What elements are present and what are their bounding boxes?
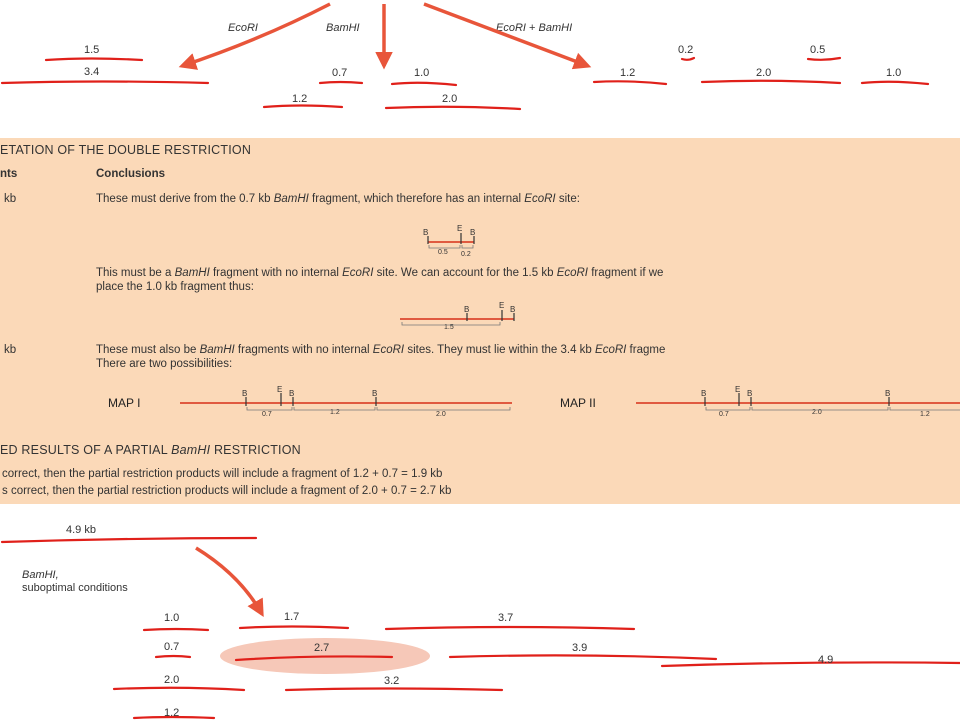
segment-label: 2.0 [812, 409, 822, 416]
column-header-fragments: nts [0, 168, 18, 180]
segment-label: 0.5 [438, 249, 448, 256]
band-2-0 [114, 688, 244, 690]
site-b: B [470, 228, 476, 237]
site-b: B [510, 305, 516, 314]
bamhi-label: BamHI [326, 22, 360, 34]
segment-label: 1.2 [920, 411, 930, 418]
band-label-double-1: 0.2 [678, 44, 694, 56]
site-e: E [735, 385, 741, 394]
band-label-double-3: 1.2 [620, 67, 636, 79]
band-4-9 [662, 662, 960, 666]
band-3-9 [450, 655, 716, 659]
row3-conclusion: These must also be BamHI fragments with no internal EcoRI sites. They must lie within the 3.4 kb EcoRI fragme [96, 344, 666, 356]
band-1-7 [240, 627, 348, 629]
segment-label: 0.2 [461, 251, 471, 258]
band-label-bamhi-2: 1.0 [414, 67, 430, 79]
ecori-label: EcoRI [228, 22, 258, 34]
band-label: 3.7 [498, 612, 514, 624]
band-3-2 [286, 689, 502, 691]
segment-label: 2.0 [436, 411, 446, 418]
band-label-highlighted: 2.7 [314, 642, 330, 654]
band-0-7 [156, 656, 190, 657]
segment-label: 1.2 [330, 409, 340, 416]
band-uncut [2, 538, 256, 542]
site-b: B [747, 389, 753, 398]
band-label: 1.0 [164, 612, 180, 624]
band-label-bamhi-1: 0.7 [332, 67, 348, 79]
condition-text: suboptimal conditions [22, 582, 128, 594]
band-label: 3.2 [384, 675, 400, 687]
site-e: E [277, 385, 283, 394]
double-digest-label: EcoRI + BamHI [496, 22, 573, 34]
row1-conclusion: These must derive from the 0.7 kb BamHI fragment, which therefore has an internal EcoRI site: [96, 193, 580, 205]
row2-conclusion: This must be a BamHI fragment with no internal EcoRI site. We can account for the 1.5 kb EcoRI fragment if we [96, 267, 664, 279]
site-b: B [242, 389, 248, 398]
condition-enzyme: BamHI, [22, 569, 59, 581]
map-2-title: MAP II [560, 396, 596, 410]
uncut-label: 4.9 kb [66, 524, 96, 536]
segment-label: 0.7 [719, 411, 729, 418]
column-header-conclusions: Conclusions [96, 168, 166, 180]
band-label-ecori-1: 1.5 [84, 44, 100, 56]
row3-conclusion-line2: There are two possibilities: [96, 358, 233, 370]
site-b: B [885, 389, 891, 398]
band-1-0 [144, 629, 208, 630]
row2-conclusion-line2: place the 1.0 kb fragment thus: [96, 281, 254, 293]
band-label-double-2: 0.5 [810, 44, 826, 56]
band-label-bamhi-3: 1.2 [292, 93, 308, 105]
band-label: 1.7 [284, 611, 300, 623]
site-b: B [423, 228, 429, 237]
row3-fragment: kb [4, 344, 17, 356]
site-e: E [457, 224, 463, 233]
site-e: E [499, 301, 505, 310]
band-label-bamhi-4: 2.0 [442, 93, 458, 105]
segment-label: 0.7 [262, 411, 272, 418]
site-b: B [372, 389, 378, 398]
arrow-partial [196, 548, 262, 614]
row1-fragment: kb [4, 193, 17, 205]
band-label-double-4: 2.0 [756, 67, 772, 79]
site-b: B [701, 389, 707, 398]
band-label: 2.0 [164, 674, 180, 686]
result-map-2: s correct, then the partial restriction products will include a fragment of 2.0 + 0.7 = 2.7 kb [2, 485, 452, 497]
segment-label: 1.5 [444, 324, 454, 331]
band-label: 1.2 [164, 707, 180, 719]
map-1-title: MAP I [108, 396, 141, 410]
band-label-ecori-2: 3.4 [84, 66, 100, 78]
band-label-double-5: 1.0 [886, 67, 902, 79]
result-map-1: correct, then the partial restriction products will include a fragment of 1.2 + 0.7 = 1.9 kb [2, 468, 443, 480]
band-label: 4.9 [818, 654, 834, 666]
site-b: B [464, 305, 470, 314]
band-3-7 [386, 627, 634, 629]
band-label: 3.9 [572, 642, 588, 654]
site-b: B [289, 389, 295, 398]
band-label: 0.7 [164, 641, 180, 653]
partial-results-heading: ED RESULTS OF A PARTIAL BamHI RESTRICTION [0, 443, 301, 457]
panel-heading: ETATION OF THE DOUBLE RESTRICTION [0, 143, 252, 157]
